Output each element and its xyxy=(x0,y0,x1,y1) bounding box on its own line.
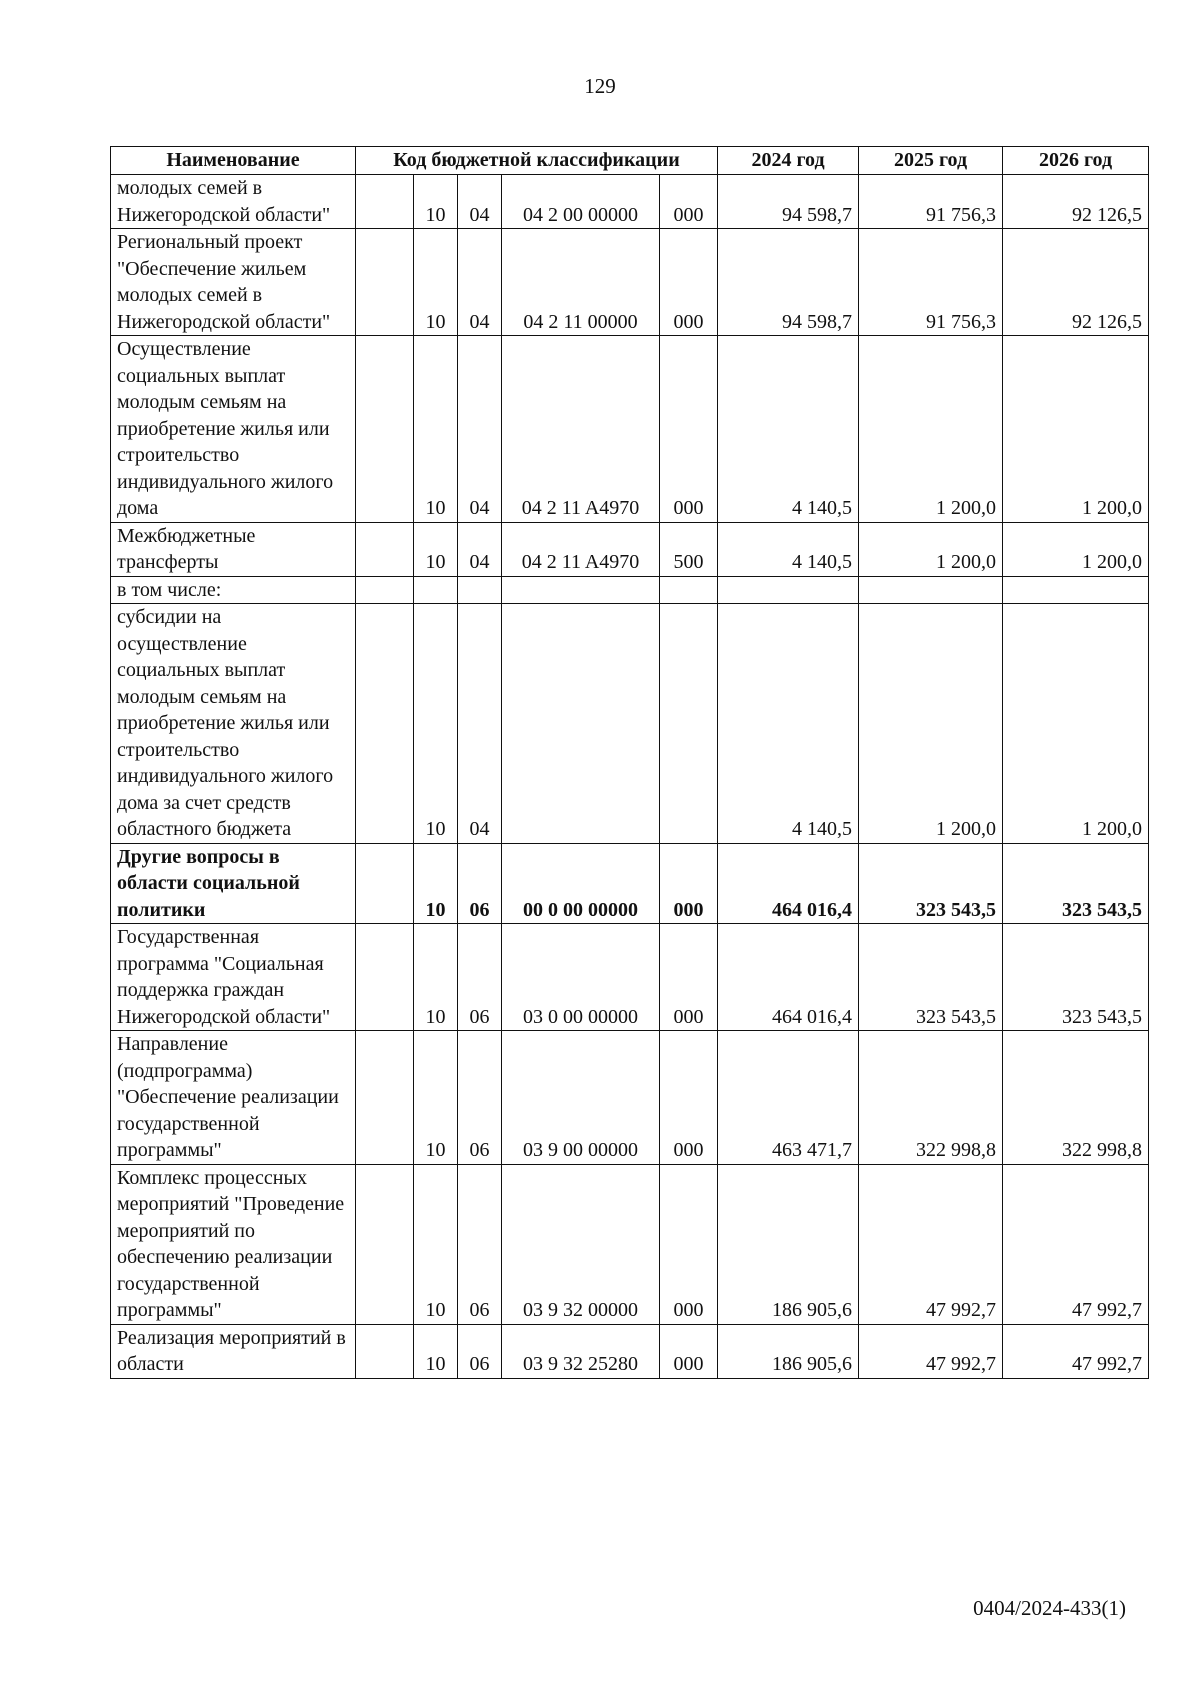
table-row xyxy=(111,1031,1149,1165)
cell-empty xyxy=(356,843,414,924)
cell-expense-type: 500 xyxy=(660,522,718,576)
cell-empty xyxy=(356,1164,414,1324)
cell-2025: 91 756,3 xyxy=(859,229,1003,336)
cell-2026: 92 126,5 xyxy=(1003,229,1149,336)
cell-subsection: 06 xyxy=(458,924,502,1031)
cell-2025: 47 992,7 xyxy=(859,1324,1003,1378)
cell-section: 10 xyxy=(414,1031,458,1165)
cell-2025 xyxy=(859,576,1003,604)
row-name: Осуществление социальных выплат молодым семьям на приобретение жилья или строительство индивидуального жилого дома xyxy=(111,336,356,523)
cell-2026: 47 992,7 xyxy=(1003,1164,1149,1324)
cell-section: 10 xyxy=(414,843,458,924)
cell-empty xyxy=(356,229,414,336)
cell-expense-type: 000 xyxy=(660,229,718,336)
cell-target-code: 04 2 11 A4970 xyxy=(502,336,660,523)
cell-2025: 91 756,3 xyxy=(859,175,1003,229)
cell-expense-type: 000 xyxy=(660,175,718,229)
cell-2024: 94 598,7 xyxy=(718,175,859,229)
col-header-2025: 2025 год xyxy=(859,147,1003,175)
cell-section: 10 xyxy=(414,1164,458,1324)
cell-expense-type xyxy=(660,604,718,844)
cell-section: 10 xyxy=(414,229,458,336)
row-name: Межбюджетные трансферты xyxy=(111,522,356,576)
cell-subsection: 04 xyxy=(458,175,502,229)
cell-2025: 1 200,0 xyxy=(859,522,1003,576)
row-name: Государственная программа "Социальная поддержка граждан Нижегородской области" xyxy=(111,924,356,1031)
cell-2025: 322 998,8 xyxy=(859,1031,1003,1165)
cell-expense-type: 000 xyxy=(660,924,718,1031)
cell-empty xyxy=(356,924,414,1031)
table-row xyxy=(111,924,1149,1031)
cell-target-code xyxy=(502,576,660,604)
cell-empty xyxy=(356,1324,414,1378)
row-name: Региональный проект "Обеспечение жильем молодых семей в Нижегородской области" xyxy=(111,229,356,336)
cell-2025: 323 543,5 xyxy=(859,924,1003,1031)
cell-2025: 1 200,0 xyxy=(859,604,1003,844)
cell-2026: 1 200,0 xyxy=(1003,522,1149,576)
cell-2024: 94 598,7 xyxy=(718,229,859,336)
cell-empty xyxy=(356,604,414,844)
col-header-2024: 2024 год xyxy=(718,147,859,175)
cell-subsection: 04 xyxy=(458,522,502,576)
cell-2026: 322 998,8 xyxy=(1003,1031,1149,1165)
table-row xyxy=(111,229,1149,336)
row-name: Реализация мероприятий в области xyxy=(111,1324,356,1378)
cell-target-code: 03 9 32 00000 xyxy=(502,1164,660,1324)
col-header-code: Код бюджетной классификации xyxy=(356,147,718,175)
cell-empty xyxy=(356,175,414,229)
cell-2025: 1 200,0 xyxy=(859,336,1003,523)
cell-subsection: 06 xyxy=(458,843,502,924)
cell-2024: 4 140,5 xyxy=(718,522,859,576)
cell-section: 10 xyxy=(414,175,458,229)
table-row xyxy=(111,175,1149,229)
row-name: субсидии на осуществление социальных выплат молодым семьям на приобретение жилья или строительство индивидуального жилого дома за счет средств областного бюджета xyxy=(111,604,356,844)
cell-2026: 1 200,0 xyxy=(1003,604,1149,844)
cell-empty xyxy=(356,522,414,576)
cell-expense-type: 000 xyxy=(660,1164,718,1324)
document-code: 0404/2024-433(1) xyxy=(973,1596,1126,1620)
cell-section xyxy=(414,576,458,604)
table-row xyxy=(111,522,1149,576)
row-name: в том числе: xyxy=(111,576,356,604)
cell-2024: 4 140,5 xyxy=(718,336,859,523)
cell-subsection: 04 xyxy=(458,229,502,336)
cell-expense-type: 000 xyxy=(660,843,718,924)
budget-table xyxy=(110,146,1149,1379)
cell-2026: 323 543,5 xyxy=(1003,924,1149,1031)
cell-2026 xyxy=(1003,576,1149,604)
cell-target-code: 03 0 00 00000 xyxy=(502,924,660,1031)
row-name: Направление (подпрограмма) "Обеспечение реализации государственной программы" xyxy=(111,1031,356,1165)
header-row xyxy=(111,147,1149,175)
cell-2024: 464 016,4 xyxy=(718,843,859,924)
cell-target-code: 04 2 00 00000 xyxy=(502,175,660,229)
cell-2024: 4 140,5 xyxy=(718,604,859,844)
cell-section: 10 xyxy=(414,336,458,523)
cell-subsection: 06 xyxy=(458,1324,502,1378)
cell-section: 10 xyxy=(414,604,458,844)
cell-section: 10 xyxy=(414,1324,458,1378)
cell-target-code: 03 9 00 00000 xyxy=(502,1031,660,1165)
row-name: молодых семей в Нижегородской области" xyxy=(111,175,356,229)
cell-target-code: 04 2 11 00000 xyxy=(502,229,660,336)
table-row xyxy=(111,336,1149,523)
row-name: Комплекс процессных мероприятий "Проведение мероприятий по обеспечению реализации государственной программы" xyxy=(111,1164,356,1324)
table-row xyxy=(111,843,1149,924)
cell-2025: 47 992,7 xyxy=(859,1164,1003,1324)
cell-2024: 463 471,7 xyxy=(718,1031,859,1165)
cell-empty xyxy=(356,1031,414,1165)
cell-2024: 186 905,6 xyxy=(718,1324,859,1378)
table-row xyxy=(111,604,1149,844)
cell-target-code: 04 2 11 A4970 xyxy=(502,522,660,576)
row-name: Другие вопросы в области социальной политики xyxy=(111,843,356,924)
cell-empty xyxy=(356,336,414,523)
cell-subsection: 06 xyxy=(458,1164,502,1324)
cell-empty xyxy=(356,576,414,604)
cell-target-code xyxy=(502,604,660,844)
cell-target-code: 00 0 00 00000 xyxy=(502,843,660,924)
cell-2024: 186 905,6 xyxy=(718,1164,859,1324)
cell-subsection: 04 xyxy=(458,604,502,844)
col-header-2026: 2026 год xyxy=(1003,147,1149,175)
cell-expense-type: 000 xyxy=(660,336,718,523)
cell-subsection: 06 xyxy=(458,1031,502,1165)
cell-2026: 323 543,5 xyxy=(1003,843,1149,924)
cell-target-code: 03 9 32 25280 xyxy=(502,1324,660,1378)
col-header-name: Наименование xyxy=(111,147,356,175)
cell-expense-type: 000 xyxy=(660,1324,718,1378)
cell-subsection xyxy=(458,576,502,604)
cell-section: 10 xyxy=(414,522,458,576)
page-number: 129 xyxy=(584,74,616,98)
cell-expense-type: 000 xyxy=(660,1031,718,1165)
cell-2025: 323 543,5 xyxy=(859,843,1003,924)
cell-2026: 92 126,5 xyxy=(1003,175,1149,229)
table-row xyxy=(111,1324,1149,1378)
table-row xyxy=(111,576,1149,604)
cell-section: 10 xyxy=(414,924,458,1031)
cell-2026: 1 200,0 xyxy=(1003,336,1149,523)
cell-2024 xyxy=(718,576,859,604)
cell-subsection: 04 xyxy=(458,336,502,523)
cell-2024: 464 016,4 xyxy=(718,924,859,1031)
table-row xyxy=(111,1164,1149,1324)
cell-expense-type xyxy=(660,576,718,604)
cell-2026: 47 992,7 xyxy=(1003,1324,1149,1378)
